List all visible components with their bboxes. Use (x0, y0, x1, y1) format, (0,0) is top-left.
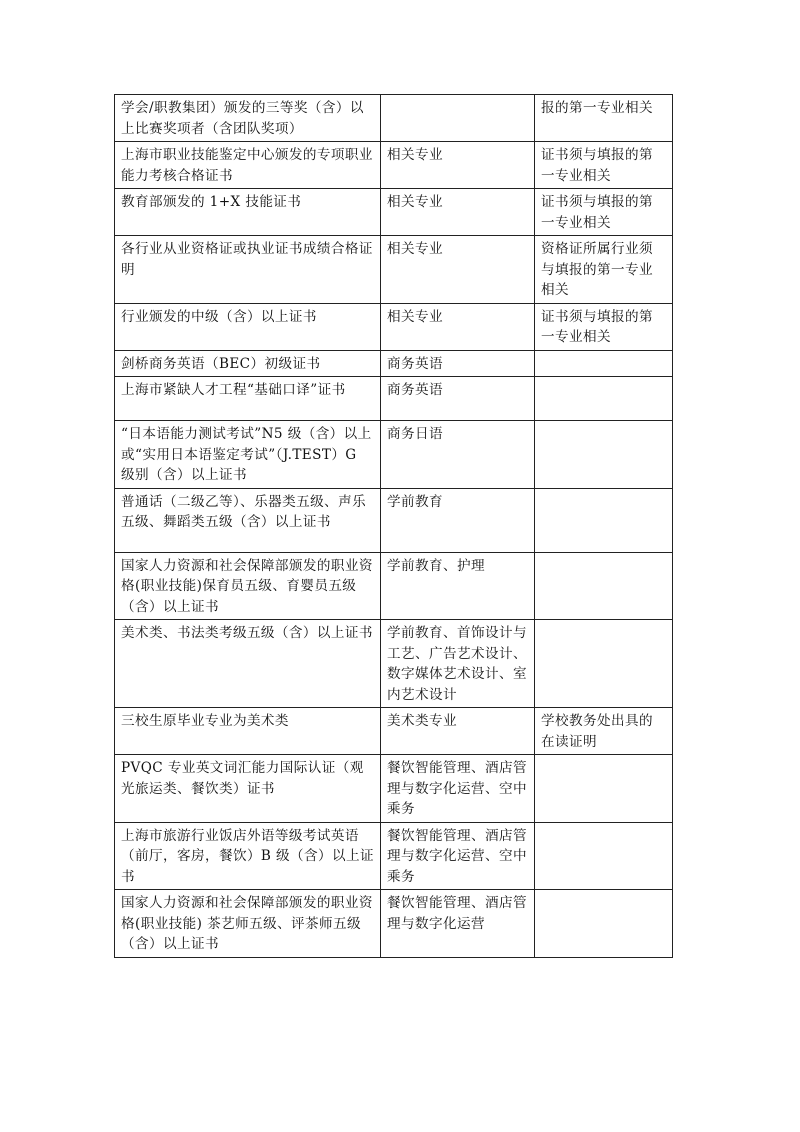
cert-cell: 剑桥商务英语（BEC）初级证书 (115, 350, 381, 377)
cert-cell: 上海市紧缺人才工程“基础口译”证书 (115, 377, 381, 421)
major-cell: 相关专业 (381, 142, 535, 189)
note-cell (535, 890, 673, 958)
table-row (115, 552, 673, 620)
note-cell (535, 421, 673, 489)
table-row (115, 303, 673, 350)
note-cell (535, 488, 673, 552)
major-cell (381, 95, 535, 142)
note-cell (535, 552, 673, 620)
table-row (115, 890, 673, 958)
note-cell (535, 755, 673, 823)
major-cell: 商务英语 (381, 377, 535, 421)
note-cell (535, 377, 673, 421)
table-row (115, 620, 673, 708)
table-row (115, 421, 673, 489)
note-cell: 学校教务处出具的在读证明 (535, 708, 673, 755)
table-row (115, 755, 673, 823)
certificate-table (114, 94, 673, 958)
cert-cell: 学会/职教集团）颁发的三等奖（含）以上比赛奖项者（含团队奖项） (115, 95, 381, 142)
table-row (115, 95, 673, 142)
cert-cell: 上海市职业技能鉴定中心颁发的专项职业能力考核合格证书 (115, 142, 381, 189)
cert-cell: 各行业从业资格证或执业证书成绩合格证明 (115, 236, 381, 304)
major-cell: 餐饮智能管理、酒店管理与数字化运营、空中乘务 (381, 822, 535, 890)
cert-cell: 美术类、书法类考级五级（含）以上证书 (115, 620, 381, 708)
major-cell: 相关专业 (381, 189, 535, 236)
table-row (115, 708, 673, 755)
note-cell: 证书须与填报的第一专业相关 (535, 189, 673, 236)
major-cell: 美术类专业 (381, 708, 535, 755)
table-row (115, 822, 673, 890)
table-row (115, 350, 673, 377)
table-row (115, 142, 673, 189)
note-cell: 证书须与填报的第一专业相关 (535, 303, 673, 350)
note-cell (535, 822, 673, 890)
note-cell: 资格证所属行业须与填报的第一专业相关 (535, 236, 673, 304)
major-cell: 学前教育、护理 (381, 552, 535, 620)
note-cell (535, 350, 673, 377)
major-cell: 相关专业 (381, 236, 535, 304)
cert-cell: 三校生原毕业专业为美术类 (115, 708, 381, 755)
cert-cell: 教育部颁发的 1+X 技能证书 (115, 189, 381, 236)
major-cell: 学前教育 (381, 488, 535, 552)
cert-cell: 国家人力资源和社会保障部颁发的职业资格(职业技能)保育员五级、育婴员五级（含）以上证书 (115, 552, 381, 620)
cert-cell: 国家人力资源和社会保障部颁发的职业资格(职业技能) 茶艺师五级、评茶师五级（含）以上证书 (115, 890, 381, 958)
cert-cell: 普通话（二级乙等）、乐器类五级、声乐五级、舞蹈类五级（含）以上证书 (115, 488, 381, 552)
cert-cell: PVQC 专业英文词汇能力国际认证（观光旅运类、餐饮类）证书 (115, 755, 381, 823)
major-cell: 商务英语 (381, 350, 535, 377)
table-row (115, 377, 673, 421)
major-cell: 学前教育、首饰设计与工艺、广告艺术设计、数字媒体艺术设计、室内艺术设计 (381, 620, 535, 708)
note-cell: 报的第一专业相关 (535, 95, 673, 142)
major-cell: 餐饮智能管理、酒店管理与数字化运营 (381, 890, 535, 958)
table-body (115, 95, 673, 958)
cert-cell: 上海市旅游行业饭店外语等级考试英语（前厅，客房，餐饮）B 级（含）以上证书 (115, 822, 381, 890)
note-cell (535, 620, 673, 708)
cert-cell: “日本语能力测试考试”N5 级（含）以上或“实用日本语鉴定考试”（J.TEST）G 级别（含）以上证书 (115, 421, 381, 489)
major-cell: 餐饮智能管理、酒店管理与数字化运营、空中乘务 (381, 755, 535, 823)
table-row (115, 236, 673, 304)
note-cell: 证书须与填报的第一专业相关 (535, 142, 673, 189)
major-cell: 相关专业 (381, 303, 535, 350)
table-row (115, 189, 673, 236)
table-row (115, 488, 673, 552)
cert-cell: 行业颁发的中级（含）以上证书 (115, 303, 381, 350)
major-cell: 商务日语 (381, 421, 535, 489)
